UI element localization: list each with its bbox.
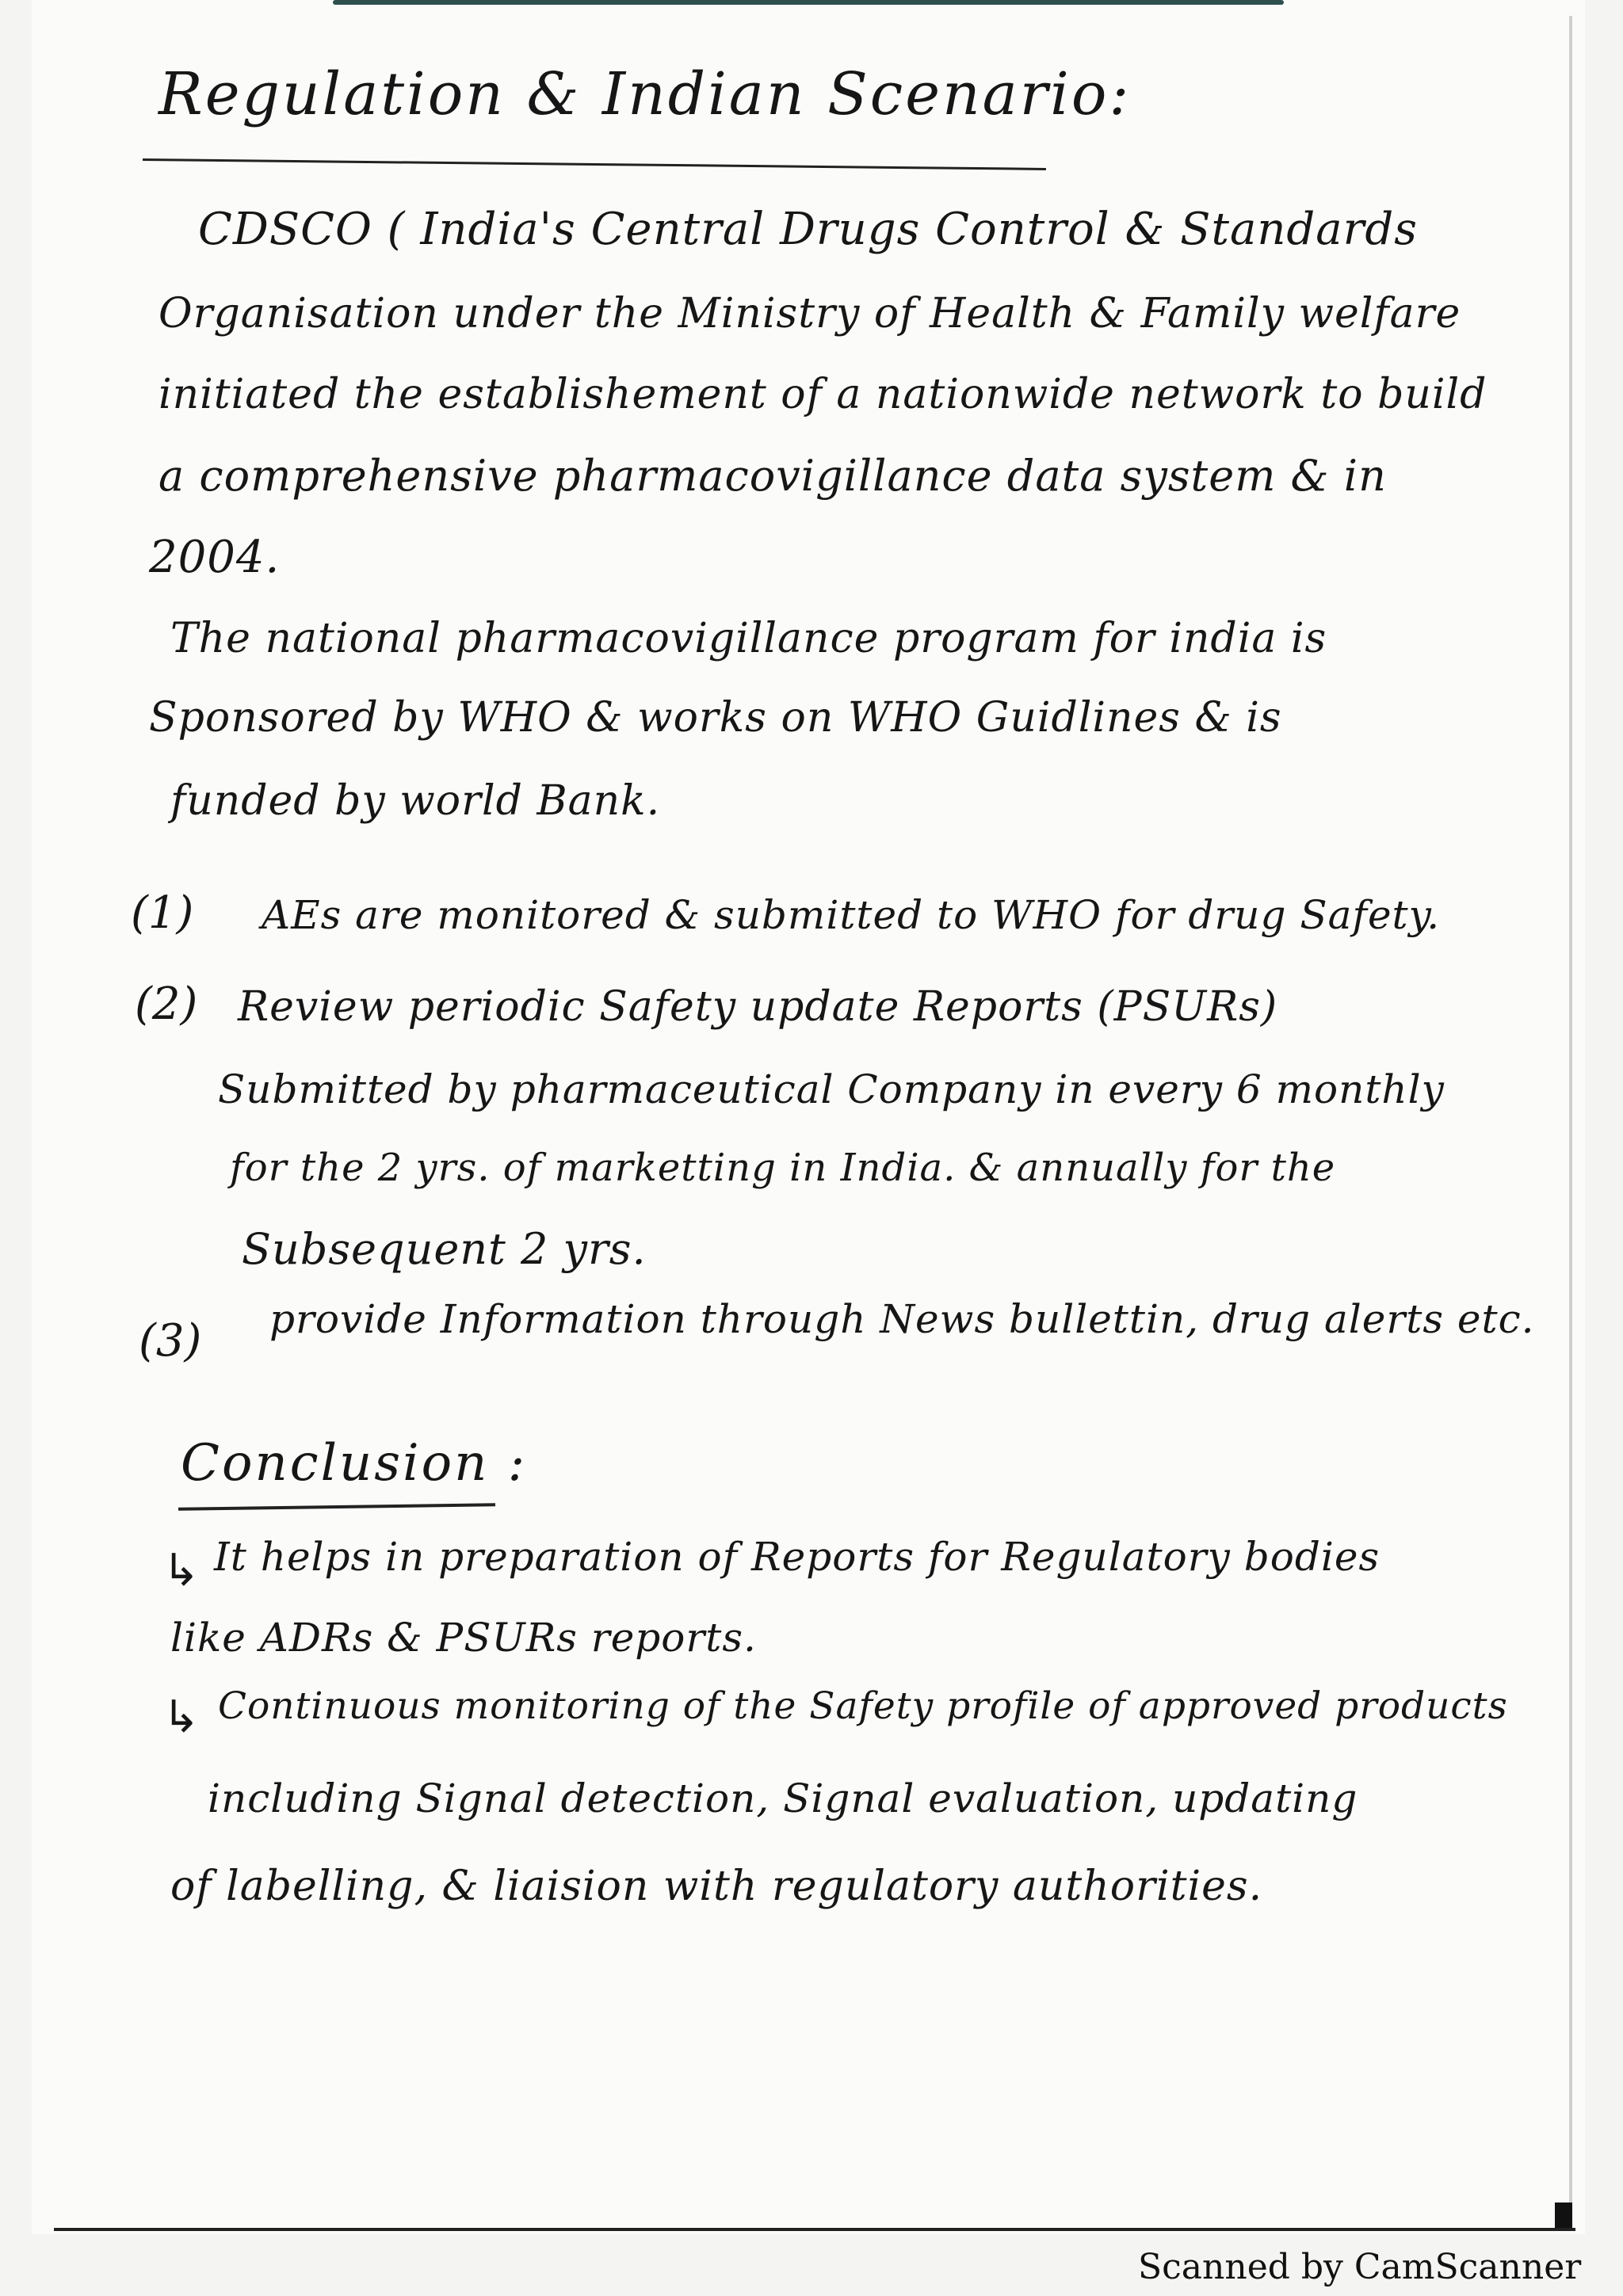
conclusion-line: of labelling, & liaision with regulatory authorities. (170, 1863, 1263, 1910)
page-corner-mark (1555, 2203, 1572, 2231)
intro-line: 2004. (149, 532, 281, 583)
point-number: (2) (135, 978, 198, 1030)
arrow-icon: ↳ (162, 1691, 200, 1743)
intro-line: initiated the establishement of a nationwide network to build (158, 371, 1487, 418)
page-bottom-edge (54, 2228, 1575, 2231)
point-line: for the 2 yrs. of marketting in India. & annually for the (230, 1146, 1336, 1190)
scanner-watermark: Scanned by CamScanner (1138, 2247, 1582, 2287)
point-number: (1) (131, 887, 194, 939)
conclusion-line: Continuous monitoring of the Safety profile of approved products (218, 1684, 1508, 1728)
point-line: provide Information through News bullettin, drug alerts etc. (269, 1296, 1535, 1342)
top-edge-line (333, 0, 1284, 5)
conclusion-heading: Conclusion : (181, 1434, 528, 1493)
point-number: (3) (139, 1315, 202, 1367)
point-line: Subsequent 2 yrs. (242, 1224, 647, 1274)
conclusion-line: like ADRs & PSURs reports. (170, 1615, 757, 1661)
arrow-icon: ↳ (162, 1545, 200, 1596)
page-right-edge (1569, 16, 1572, 2226)
conclusion-line: including Signal detection, Signal evaluation, updating (208, 1775, 1358, 1821)
program-line: funded by world Bank. (170, 777, 661, 825)
point-line: AEs are monitored & submitted to WHO for drug Safety. (262, 892, 1441, 938)
program-line: The national pharmacovigillance program for india is (170, 615, 1327, 662)
page-title: Regulation & Indian Scenario: (158, 60, 1132, 128)
intro-line: a comprehensive pharmacovigillance data system & in (158, 451, 1387, 501)
intro-line: Organisation under the Ministry of Health & Family welfare (158, 290, 1461, 338)
point-line: Review periodic Safety update Reports (PSURs) (238, 983, 1278, 1031)
program-line: Sponsored by WHO & works on WHO Guidlines & is (149, 694, 1282, 742)
intro-line: CDSCO ( India's Central Drugs Control & Standards (198, 204, 1419, 255)
conclusion-line: It helps in preparation of Reports for Regulatory bodies (214, 1534, 1381, 1580)
point-line: Submitted by pharmaceutical Company in every 6 monthly (218, 1066, 1445, 1112)
